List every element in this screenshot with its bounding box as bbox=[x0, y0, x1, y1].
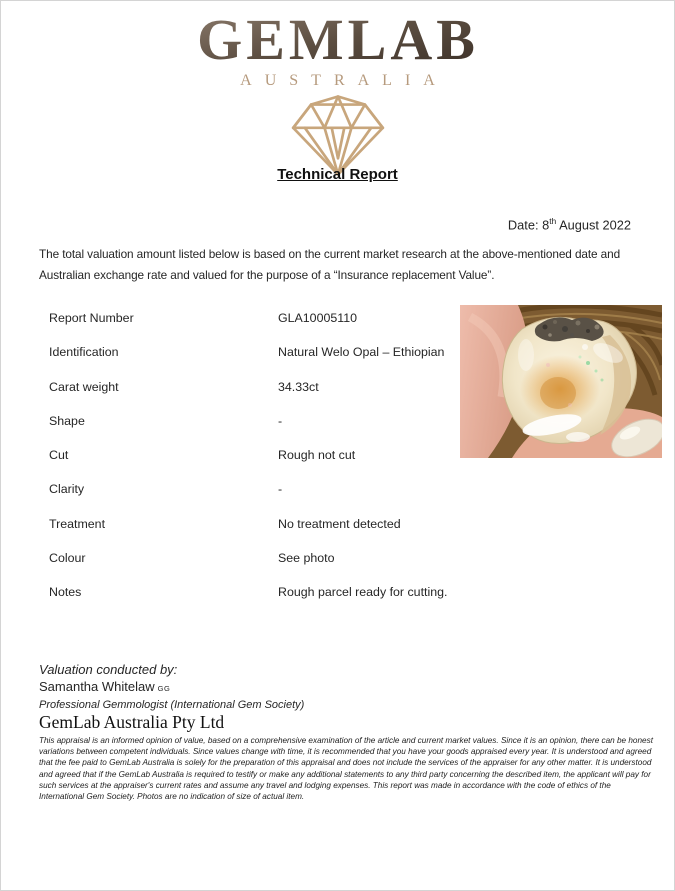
detail-label: Report Number bbox=[49, 311, 134, 325]
detail-value: No treatment detected bbox=[278, 516, 401, 531]
report-date bbox=[508, 216, 631, 232]
appraiser-credentials: GG bbox=[157, 684, 171, 693]
company-name: GemLab Australia Pty Ltd bbox=[39, 712, 225, 732]
detail-value: Natural Welo Opal – Ethiopian bbox=[278, 345, 445, 360]
report-header bbox=[1, 9, 674, 183]
date-suffix: August 2022 bbox=[556, 217, 631, 233]
date-prefix: Date: 8 bbox=[507, 217, 550, 233]
detail-value: See photo bbox=[278, 551, 335, 566]
appraiser-name: Samantha Whitelaw GG bbox=[39, 679, 171, 694]
signature-block bbox=[39, 661, 653, 802]
detail-label: Shape bbox=[49, 413, 85, 428]
detail-value: Rough not cut bbox=[278, 448, 356, 463]
detail-label: Identification bbox=[49, 345, 119, 360]
detail-label: Clarity bbox=[49, 482, 85, 497]
brand-country-text: AUSTRALIA bbox=[240, 72, 448, 89]
date-ordinal-suffix: th bbox=[549, 216, 557, 226]
detail-value: - bbox=[278, 413, 283, 428]
legal-disclaimer: This appraisal is an informed opinion of value, based on a comprehensive examination of the article and current market values. Since it is an opinion, there can be honest variations between competent individuals. Since values change with time, it is recommended that you have your goods appraised every year. It is understood and agreed that the fee paid to GemLab Australia is solely for the preparation of this appraisal and does not include the services of the appraiser for any other matter. It is understood and agreed that if the GemLab Australia is required to testify or make any additional statements to any third party concerning the described item, the applicant will pay for such services at the appraiser's current rates and assume any travel and lodging expenses. This report was made in accordance with the code of ethics of the International Gem Society. Photos are no indication of size of actual item. bbox=[39, 736, 653, 802]
appraiser-title: Professional Gemmologist (International Gem Society) bbox=[39, 699, 305, 711]
detail-value: - bbox=[278, 482, 283, 497]
detail-value: Rough parcel ready for cutting. bbox=[278, 585, 448, 600]
detail-label: Carat weight bbox=[49, 379, 119, 394]
detail-label: Notes bbox=[49, 585, 82, 600]
opal-specimen-photo bbox=[460, 305, 662, 458]
detail-label: Colour bbox=[49, 551, 86, 566]
detail-label: Treatment bbox=[49, 516, 106, 531]
conducted-by-label: Valuation conducted by: bbox=[39, 662, 178, 677]
detail-value: GLA10005110 bbox=[278, 311, 358, 325]
detail-label: Cut bbox=[49, 448, 69, 463]
brand-logo bbox=[168, 9, 508, 69]
detail-value: 34.33ct bbox=[278, 379, 319, 394]
brand-name-text: GEMLAB bbox=[196, 9, 479, 69]
valuation-intro-paragraph: The total valuation amount listed below is based on the current market research at the above-mentioned date and Australian exchange rate and valued for the purpose of a “Insurance replacement Value”. bbox=[39, 247, 621, 282]
page-title: Technical Report bbox=[277, 166, 398, 183]
